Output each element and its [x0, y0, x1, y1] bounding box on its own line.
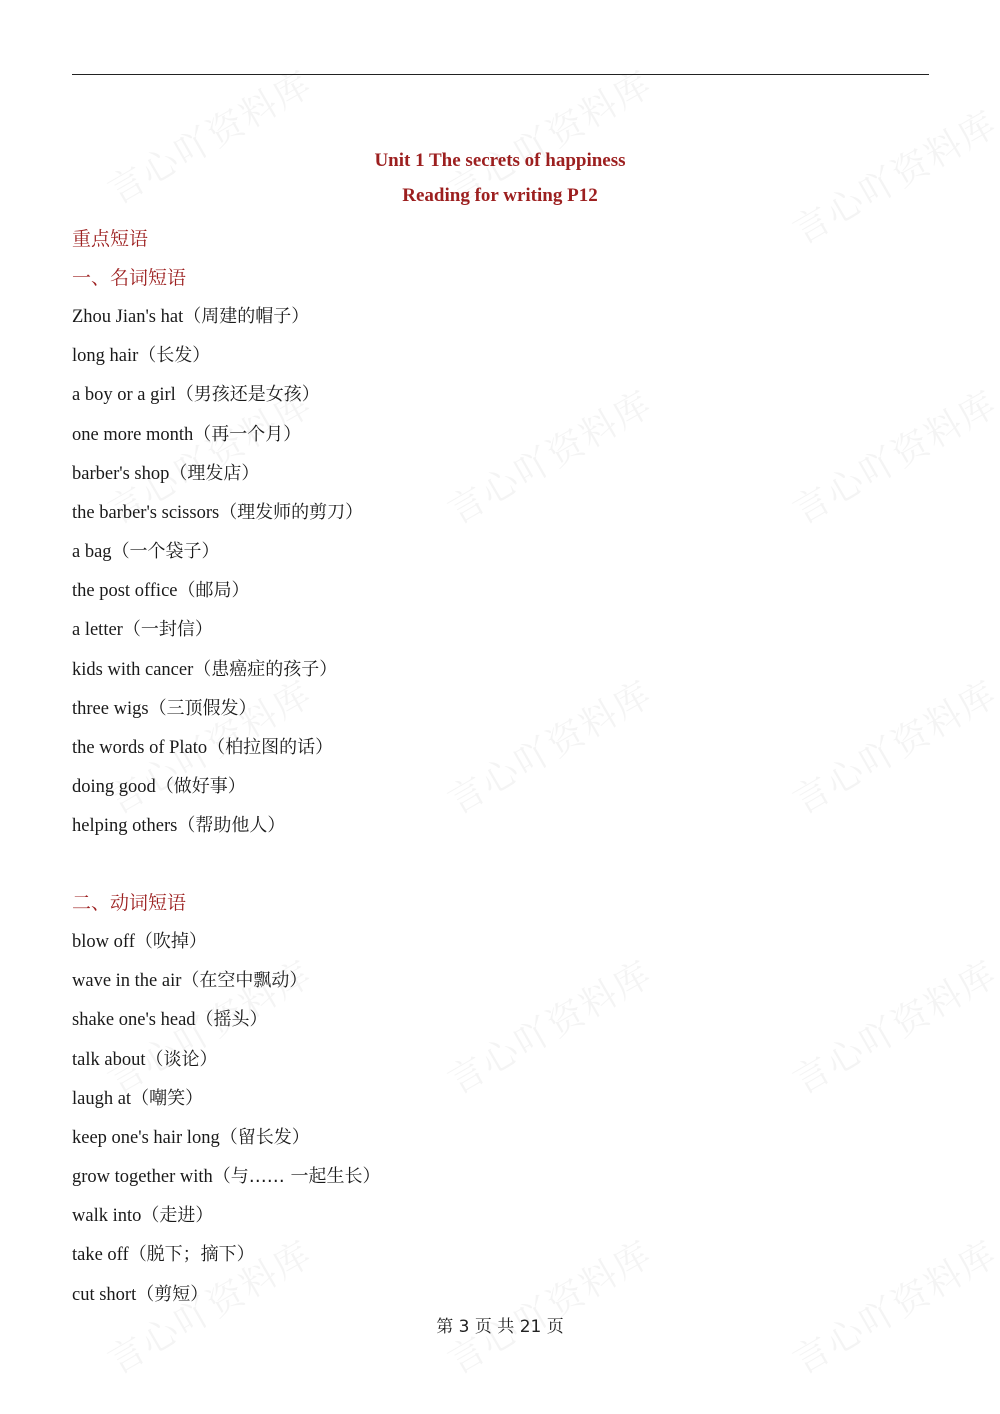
watermark	[438, 666, 661, 824]
list-item	[72, 1162, 381, 1188]
phrase-chinese: （男孩还是女孩）	[175, 384, 320, 405]
phrase-chinese: （留长发）	[219, 1127, 310, 1148]
phrase-english: the barber's scissors	[72, 503, 220, 523]
phrase-chinese: （再一个月）	[193, 424, 302, 445]
list-item	[72, 576, 250, 602]
phrase-chinese: （一封信）	[122, 619, 213, 640]
list-item	[72, 1084, 203, 1110]
phrase-english: three wigs	[72, 699, 149, 719]
phrase-chinese: （柏拉图的话）	[207, 737, 334, 758]
watermark	[783, 666, 1000, 824]
list-item	[72, 772, 246, 798]
phrase-chinese: （走进）	[141, 1205, 214, 1226]
list-item	[72, 694, 257, 720]
phrase-english: the post office	[72, 581, 178, 601]
phrase-english: helping others	[72, 816, 178, 836]
phrase-chinese: （长发）	[138, 345, 211, 366]
header-rule	[72, 74, 929, 75]
list-item	[72, 380, 320, 406]
phrase-chinese: （吹掉）	[134, 931, 207, 952]
list-item	[72, 498, 363, 524]
phrase-english: wave in the air	[72, 971, 182, 991]
list-item	[72, 459, 259, 485]
phrase-english: take off	[72, 1245, 129, 1265]
list-item	[72, 811, 285, 837]
phrase-chinese: （脱下；摘下）	[128, 1244, 255, 1265]
phrase-english: a bag	[72, 542, 112, 562]
phrase-english: keep one's hair long	[72, 1128, 220, 1148]
phrase-chinese: （理发师的剪刀）	[219, 502, 364, 523]
watermark	[783, 1226, 1000, 1384]
phrase-chinese: （理发店）	[169, 463, 260, 484]
list-item	[72, 420, 301, 446]
watermark	[438, 1226, 661, 1384]
phrase-english: a letter	[72, 620, 123, 640]
list-item	[72, 1201, 213, 1227]
phrase-chinese: （三顶假发）	[148, 698, 257, 719]
page-footer: 第 3 页 共 21 页	[436, 1317, 564, 1337]
page-subtitle: Reading for writing P12	[402, 185, 598, 206]
phrase-english: shake one's head	[72, 1010, 196, 1030]
list-item	[72, 1123, 310, 1149]
phrase-chinese: （摇头）	[195, 1009, 268, 1030]
phrase-chinese: （一个袋子）	[111, 541, 220, 562]
list-item	[72, 1005, 268, 1031]
list-item	[72, 615, 213, 641]
list-item	[72, 966, 307, 992]
phrase-english: Zhou Jian's hat	[72, 307, 184, 327]
phrase-english: barber's shop	[72, 464, 170, 484]
list-item	[72, 537, 220, 563]
watermark	[438, 376, 661, 534]
key-phrases-heading: 重点短语	[72, 228, 149, 250]
phrase-english: talk about	[72, 1050, 146, 1070]
phrase-chinese: （谈论）	[145, 1049, 218, 1070]
page-title: Unit 1 The secrets of happiness	[374, 150, 626, 171]
phrase-chinese: （在空中飘动）	[181, 970, 308, 991]
phrase-english: grow together with	[72, 1167, 213, 1187]
phrase-chinese: （帮助他人）	[177, 815, 286, 836]
phrase-english: walk into	[72, 1206, 142, 1226]
section-heading-verb-phrases: 二、动词短语	[72, 892, 187, 914]
watermark	[438, 946, 661, 1104]
phrase-chinese: （周建的帽子）	[183, 306, 310, 327]
section-heading-noun-phrases: 一、名词短语	[72, 267, 187, 289]
phrase-chinese: （邮局）	[177, 580, 250, 601]
phrase-english: doing good	[72, 777, 156, 797]
watermark	[783, 376, 1000, 534]
phrase-chinese: （做好事）	[155, 776, 246, 797]
watermark	[783, 96, 1000, 254]
list-item	[72, 927, 207, 953]
phrase-chinese: （剪短）	[136, 1284, 209, 1305]
phrase-english: kids with cancer	[72, 660, 194, 680]
list-item	[72, 1045, 217, 1071]
phrase-chinese: （与…… 一起生长）	[212, 1166, 381, 1187]
list-item	[72, 733, 333, 759]
phrase-english: cut short	[72, 1285, 137, 1305]
list-item	[72, 1280, 208, 1306]
phrase-english: a boy or a girl	[72, 385, 176, 405]
list-item	[72, 341, 210, 367]
phrase-english: blow off	[72, 932, 135, 952]
phrase-chinese: （嘲笑）	[131, 1088, 204, 1109]
phrase-english: the words of Plato	[72, 738, 208, 758]
list-item	[72, 655, 337, 681]
phrase-chinese: （患癌症的孩子）	[193, 659, 338, 680]
phrase-english: laugh at	[72, 1089, 132, 1109]
phrase-english: long hair	[72, 346, 139, 366]
list-item	[72, 302, 309, 328]
watermark	[783, 946, 1000, 1104]
phrase-english: one more month	[72, 425, 194, 445]
list-item	[72, 1240, 255, 1266]
